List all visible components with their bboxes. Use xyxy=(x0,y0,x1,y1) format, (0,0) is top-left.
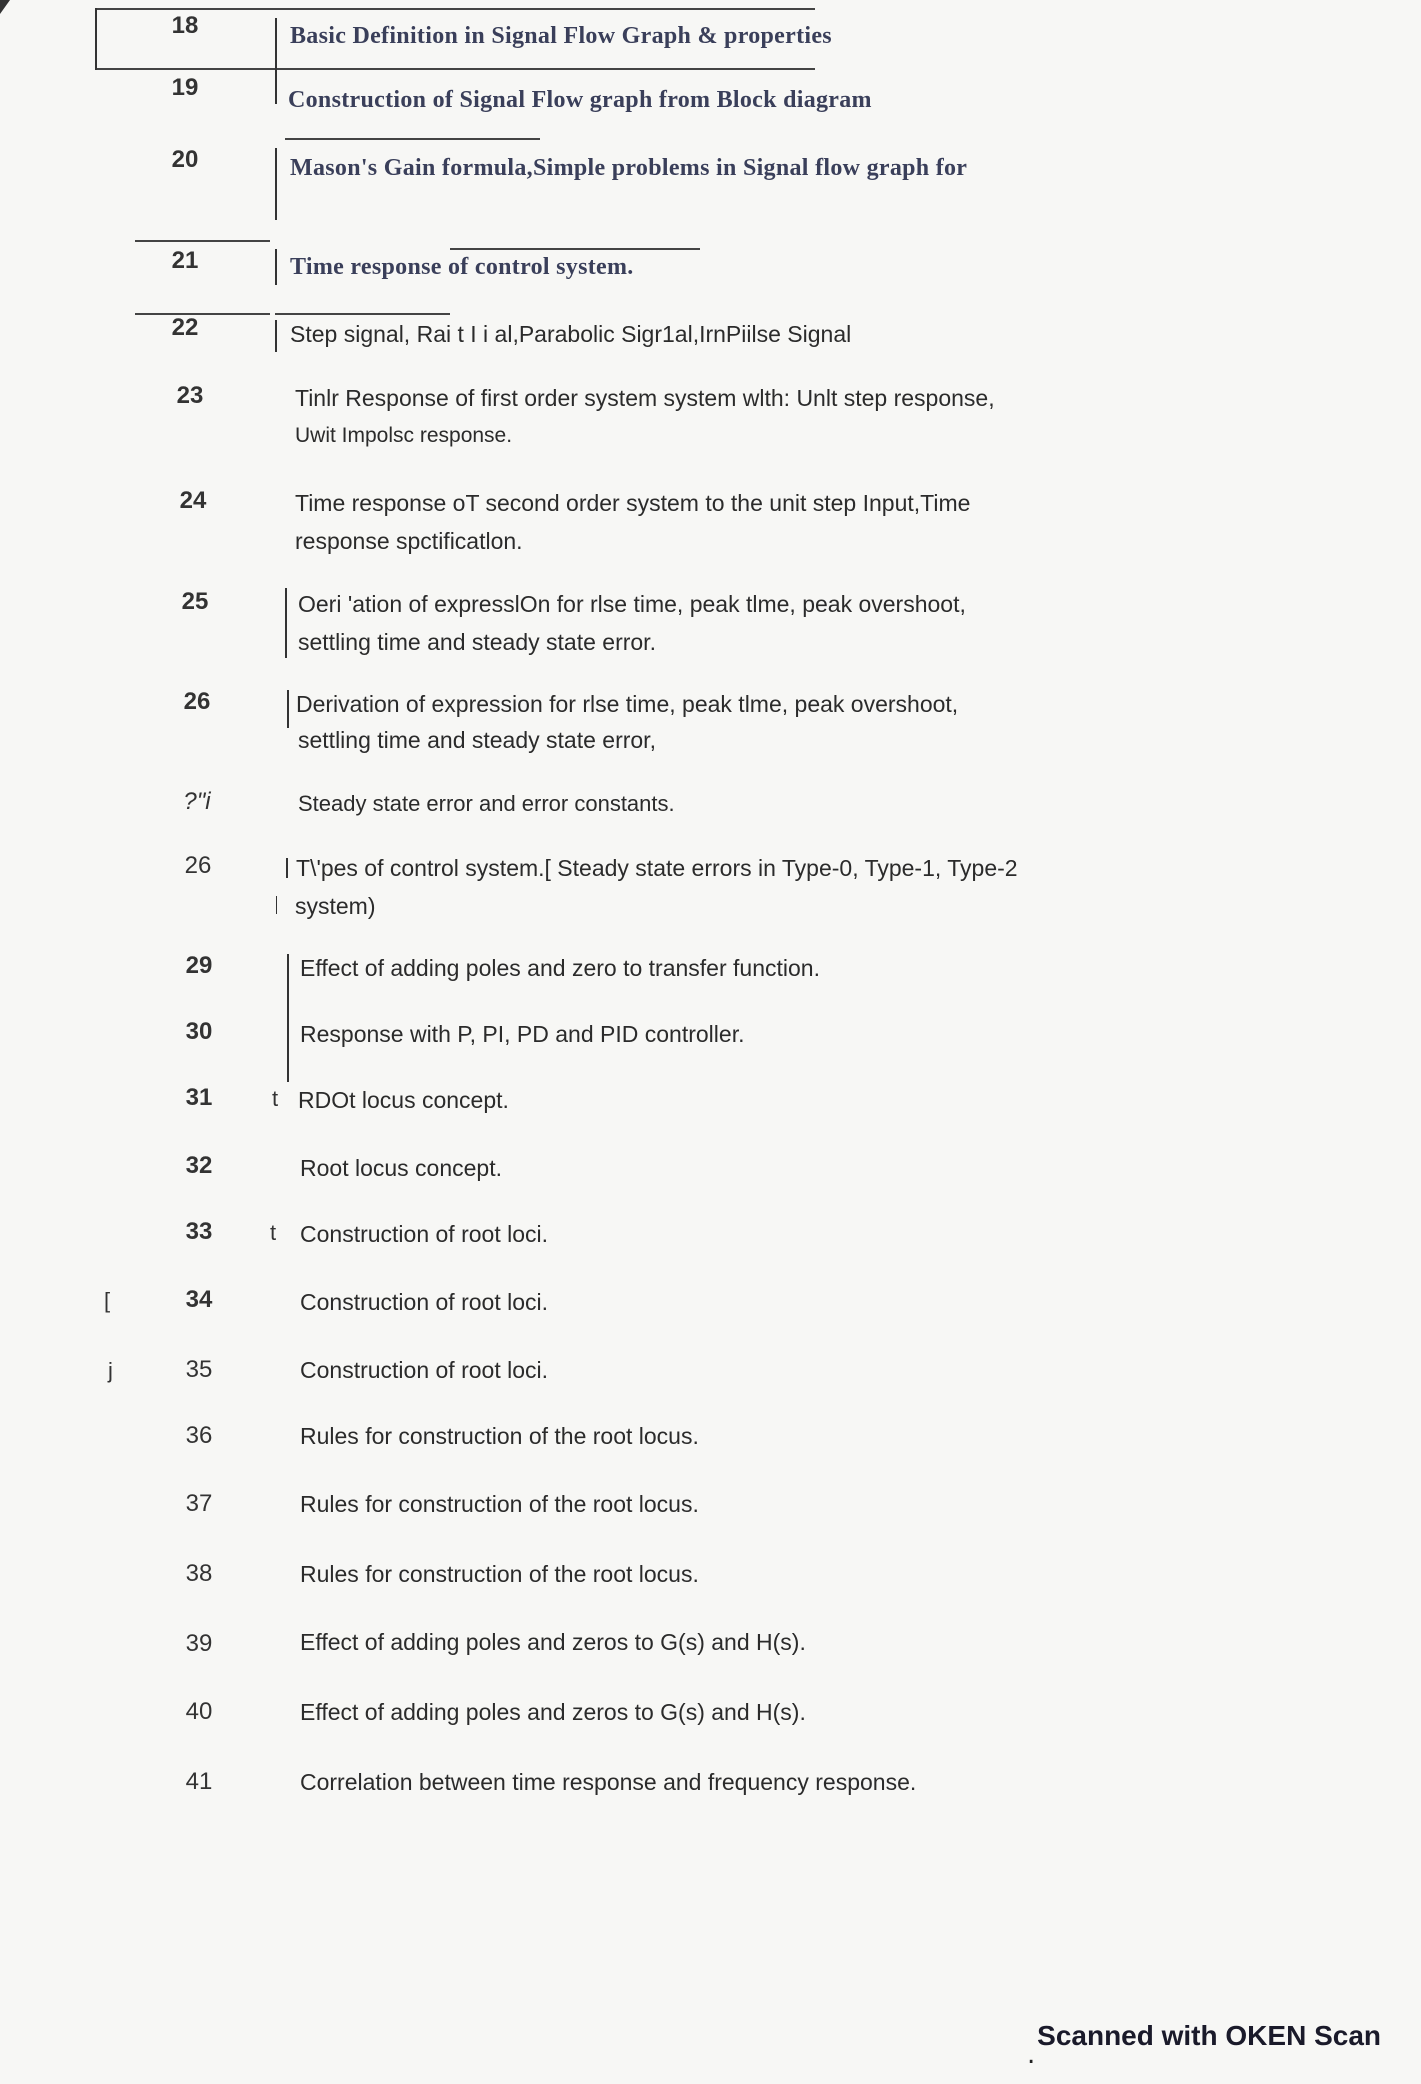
row-number: 32 xyxy=(185,1152,213,1179)
row-number: 25 xyxy=(181,588,209,615)
row-number: 24 xyxy=(179,487,207,514)
row-number: 31 xyxy=(185,1084,213,1111)
row-topic: Construction of root loci. xyxy=(300,1357,549,1383)
stray-mark: [ xyxy=(104,1288,111,1313)
row-topic: RDOt locus concept. xyxy=(298,1087,509,1113)
row-topic-cont: response spctificatlon. xyxy=(295,528,523,554)
table-divider-20-21 xyxy=(135,240,270,242)
row-divider xyxy=(275,80,277,104)
row-number: 33 xyxy=(185,1218,213,1245)
row-topic: Rules for construction of the root locus. xyxy=(300,1491,699,1517)
row-topic: Time response of control system. xyxy=(290,254,634,280)
row-number: 22 xyxy=(171,314,199,341)
row-number: 20 xyxy=(171,146,199,173)
row-divider xyxy=(275,320,277,352)
table-top-border xyxy=(95,8,815,10)
row-number: 29 xyxy=(185,952,213,979)
row-topic-cont: Uwit Impolsc response. xyxy=(295,424,513,447)
row-topic-cont: system) xyxy=(295,893,376,919)
row-topic: Effect of adding poles and zeros to G(s) and H(s). xyxy=(300,1629,806,1655)
row-topic: Mason's Gain formula,Simple problems in Signal flow graph for xyxy=(290,155,968,181)
row-topic: T\'pes of control system.[ Steady state errors in Type-0, Type-1, Type-2 xyxy=(296,855,1018,881)
row-number: 37 xyxy=(185,1490,213,1517)
row-topic-cont: settling time and steady state error. xyxy=(298,629,656,655)
row-topic: Construction of root loci. xyxy=(300,1221,549,1247)
table-divider-20-top xyxy=(285,138,540,140)
row-number: 34 xyxy=(185,1286,213,1313)
row-topic: Step signal, Rai t I i al,Parabolic Sigr1al,IrnPiilse Signal xyxy=(290,321,852,347)
row-number: 30 xyxy=(185,1018,213,1045)
row-topic: Tinlr Response of first order system system wlth: Unlt step response, xyxy=(295,385,995,411)
row-divider xyxy=(275,148,277,220)
row-topic: Effect of adding poles and zero to transfer function. xyxy=(300,955,820,981)
row-divider xyxy=(285,588,287,658)
row-number: 38 xyxy=(185,1560,213,1587)
stray-mark: t xyxy=(270,1220,277,1245)
row-topic: Construction of Signal Flow graph from Block diagram xyxy=(288,87,872,113)
stray-mark: t xyxy=(272,1086,279,1111)
row-number: 40 xyxy=(185,1698,213,1725)
row-divider xyxy=(286,858,288,878)
row-topic: Rules for construction of the root locus. xyxy=(300,1423,699,1449)
table-divider-22-top xyxy=(275,313,450,315)
row-topic: Basic Definition in Signal Flow Graph & properties xyxy=(290,23,832,49)
row-number: 26 xyxy=(184,852,212,879)
row-topic: Root locus concept. xyxy=(300,1155,503,1181)
row-topic: Time response oT second order system to the unit step Input,Time xyxy=(295,490,971,516)
row-divider xyxy=(275,249,277,285)
row-topic: Rules for construction of the root locus. xyxy=(300,1561,699,1587)
row-number: 23 xyxy=(176,382,204,409)
row-number: 21 xyxy=(171,247,199,274)
row-topic: Effect of adding poles and zeros to G(s) and H(s). xyxy=(300,1699,806,1725)
row-number: 41 xyxy=(185,1768,213,1795)
row-topic: Correlation between time response and frequency response. xyxy=(300,1769,917,1795)
row-number: 19 xyxy=(171,74,199,101)
table-left-border xyxy=(95,8,97,70)
row-divider xyxy=(276,896,277,914)
stray-mark: j xyxy=(108,1358,113,1383)
row-topic: Derivation of expression for rlse time, peak tlme, peak overshoot, xyxy=(296,691,959,717)
row-number: 39 xyxy=(185,1630,213,1657)
row-number: 35 xyxy=(185,1356,213,1383)
row-topic: Steady state error and error constants. xyxy=(298,791,675,816)
row-number: 18 xyxy=(171,12,199,39)
row-number: 36 xyxy=(185,1422,213,1449)
row-topic: Oeri 'ation of expresslOn for rlse time, peak tlme, peak overshoot, xyxy=(298,591,966,617)
table-divider-18-19 xyxy=(95,68,815,70)
row-topic: Construction of root loci. xyxy=(300,1289,549,1315)
row-divider xyxy=(287,690,289,728)
row-divider xyxy=(287,954,289,1082)
scanner-watermark: Scanned with OKEN Scan xyxy=(1037,2020,1381,2051)
row-number: 26 xyxy=(183,688,211,715)
row-topic-cont: settling time and steady state error, xyxy=(298,727,656,753)
scan-corner-mark xyxy=(0,0,10,14)
stray-dot: . xyxy=(1027,2040,1036,2070)
row-divider xyxy=(275,18,277,82)
row-topic: Response with P, PI, PD and PID controller. xyxy=(300,1021,745,1047)
row-number: ?"i xyxy=(183,788,211,815)
